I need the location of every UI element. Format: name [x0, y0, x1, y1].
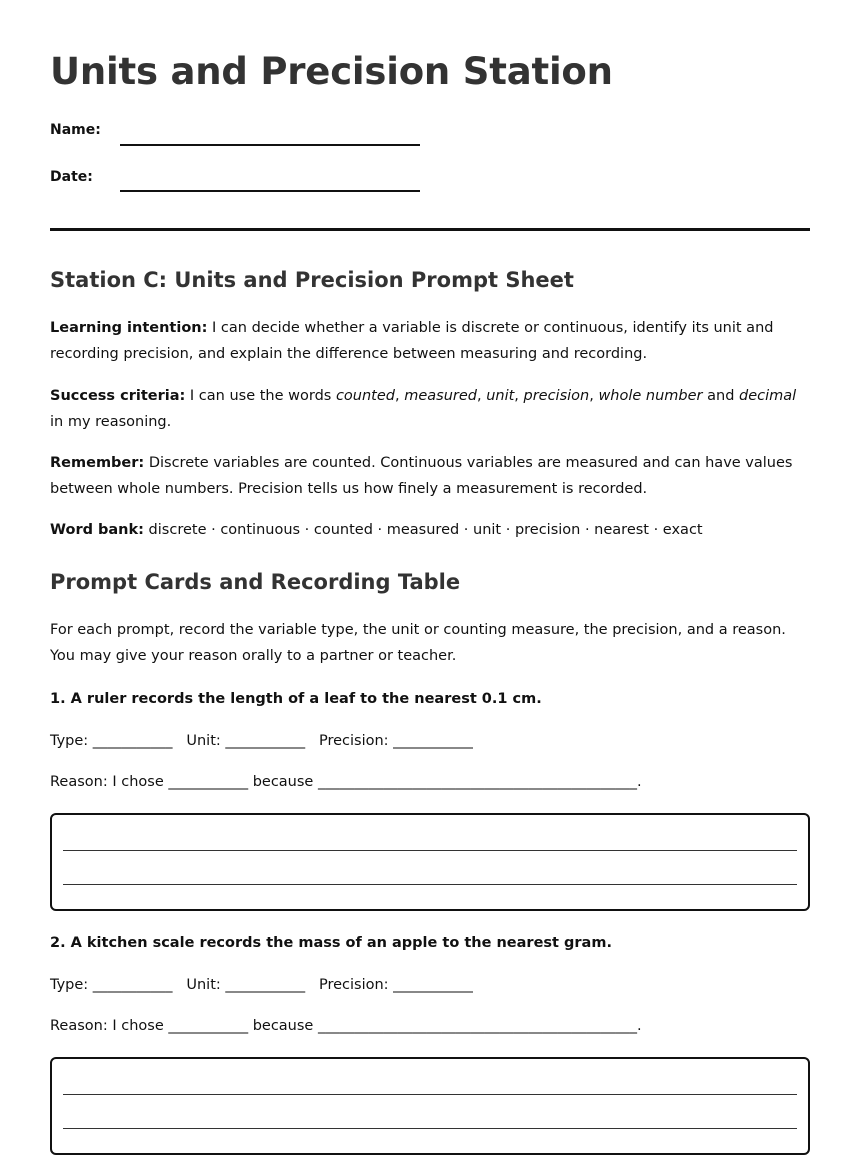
learning-intention-text: I can decide whether a variable is discrete or continuous, identify its unit and recording precision, and explain the difference between measuring and recording.: [50, 320, 774, 362]
word-bank: [50, 518, 812, 544]
success-word: counted: [335, 388, 395, 404]
success-word: decimal: [739, 388, 797, 404]
answer-box[interactable]: [50, 1057, 810, 1155]
remember-text: Discrete variables are counted. Continuous variables are measured and can have values between whole numbers. Precision tells us how finely a measurement is recorded.: [50, 455, 793, 497]
prompt-type-row[interactable]: Type: ___________ Unit: ___________ Precision: ___________: [50, 977, 473, 993]
success-word: measured: [404, 388, 477, 404]
prompt-reason-row[interactable]: Reason: I chose ___________ because ____________________________________________.: [50, 1018, 642, 1034]
answer-box[interactable]: [50, 813, 810, 911]
name-field[interactable]: [120, 144, 420, 146]
answer-line: [63, 850, 797, 851]
word-bank-label: Word bank:: [50, 522, 144, 538]
success-word: unit: [486, 388, 515, 404]
prompt-title: 2. A kitchen scale records the mass of an apple to the nearest gram.: [50, 935, 612, 951]
answer-line: [63, 1128, 797, 1129]
station-heading: Station C: Units and Precision Prompt Sheet: [50, 268, 574, 292]
success-word: whole number: [598, 388, 703, 404]
remember-label: Remember:: [50, 455, 145, 471]
remember-note: [50, 451, 812, 502]
answer-line: [63, 1094, 797, 1095]
prompt-type-row[interactable]: Type: ___________ Unit: ___________ Precision: ___________: [50, 733, 473, 749]
learning-intention: [50, 316, 812, 367]
success-criteria: Success criteria: I can use the words counted, measured, unit, precision, whole number and decimal in my reasoning.: [50, 388, 797, 430]
prompt-reason-row[interactable]: Reason: I chose ___________ because ____________________________________________.: [50, 774, 642, 790]
prompts-intro: For each prompt, record the variable type, the unit or counting measure, the precision, and a reason. You may give your reason orally to a partner or teacher.: [50, 622, 786, 664]
page-title: Units and Precision Station: [50, 50, 613, 93]
name-label: Name:: [50, 122, 101, 138]
date-field[interactable]: [120, 190, 420, 192]
prompts-heading: Prompt Cards and Recording Table: [50, 570, 461, 594]
word-bank-text: discrete · continuous · counted · measured · unit · precision · nearest · exact: [143, 522, 703, 538]
learning-intention-label: Learning intention:: [50, 320, 208, 336]
answer-line: [63, 884, 797, 885]
header-divider: [50, 228, 810, 231]
date-label: Date:: [50, 169, 93, 185]
prompt-title: 1. A ruler records the length of a leaf to the nearest 0.1 cm.: [50, 691, 542, 707]
success-criteria-label: Success criteria:: [50, 388, 186, 404]
success-word: precision: [523, 388, 590, 404]
